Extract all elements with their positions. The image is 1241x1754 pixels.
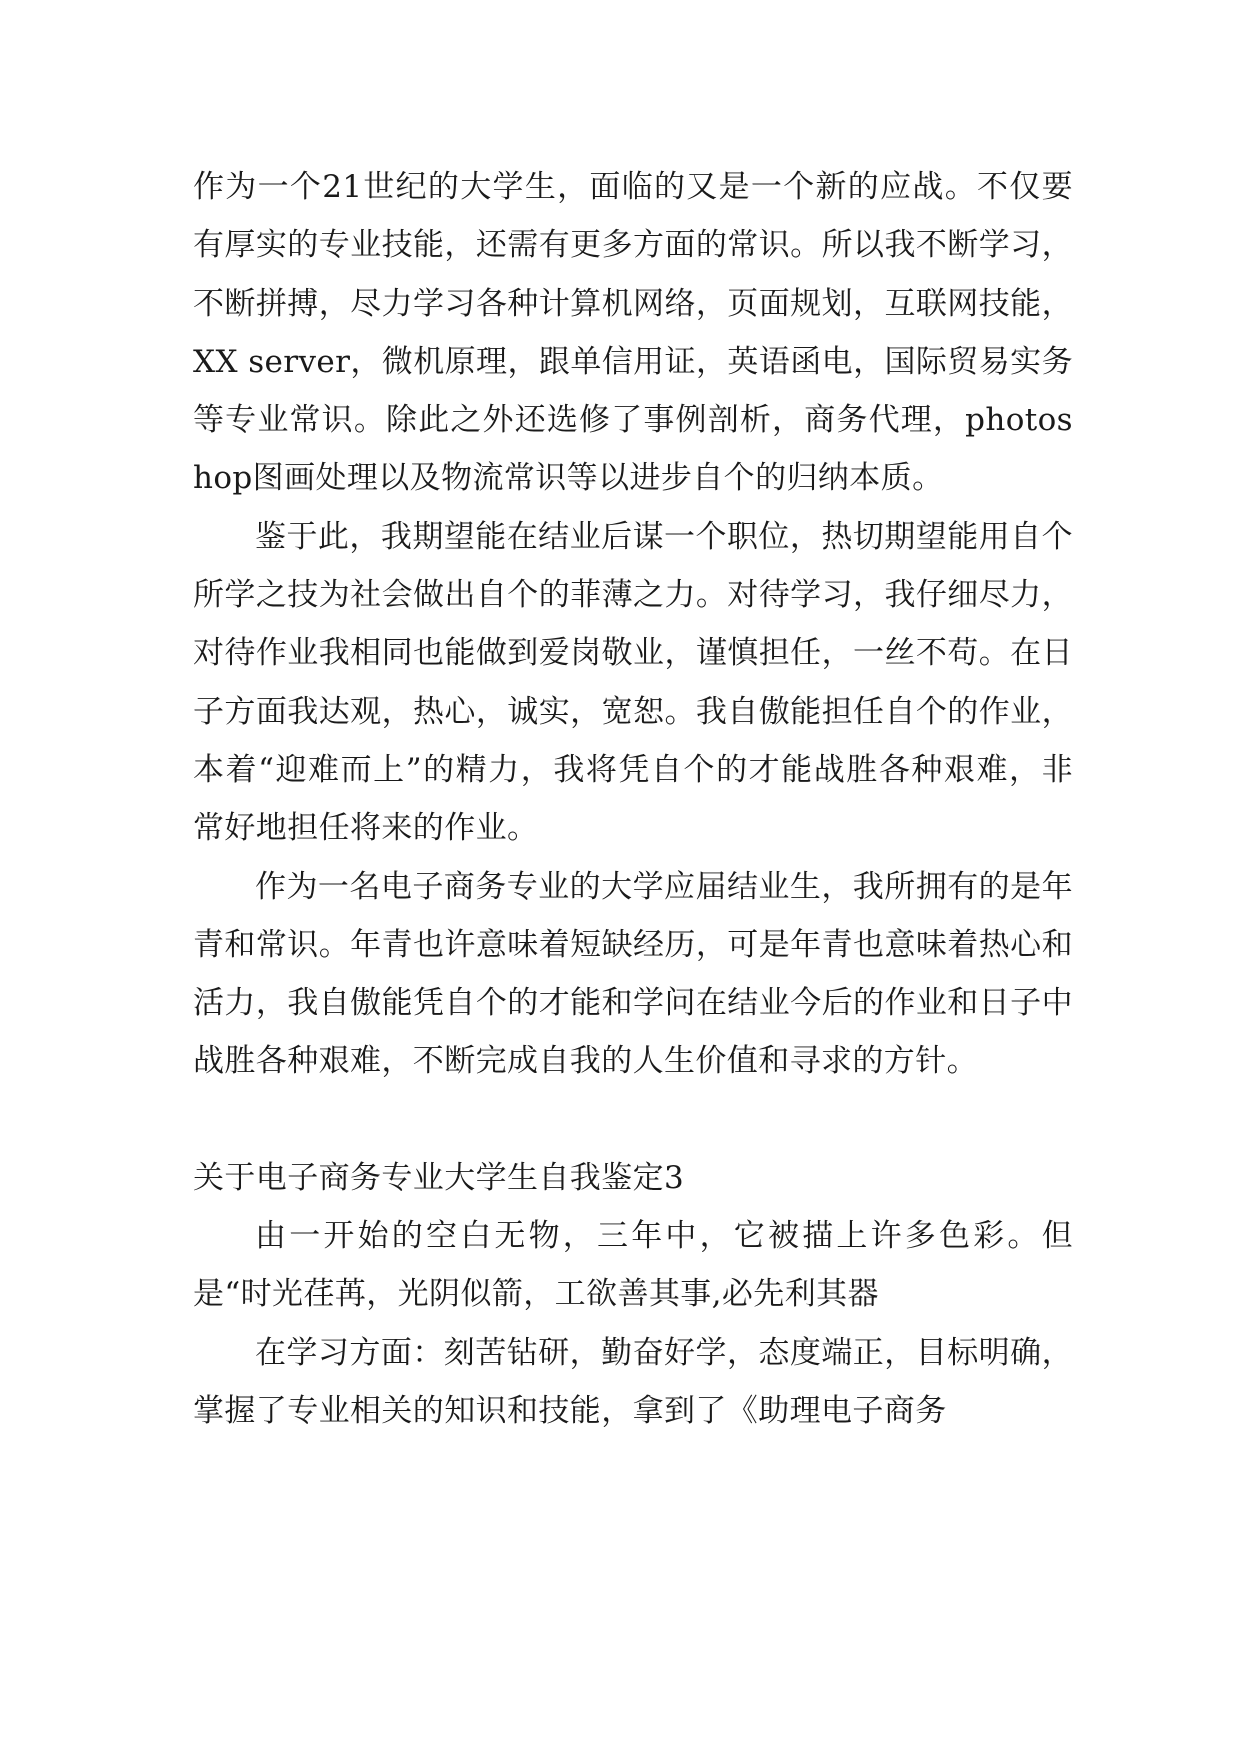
section-gap: [193, 1091, 1073, 1149]
paragraph-career-aspiration: 鉴于此，我期望能在结业后谋一个职位，热切期望能用自个所学之技为社会做出自个的菲薄之力。对待学习，我仔细尽力，对待作业我相同也能做到爱岗敬业，谨慎担任，一丝不苟。在日子方面我达观，热心，诚实，宽恕。我自傲能担任自个的作业，本着“迎难而上”的精力，我将凭自个的才能战胜各种艰难，非常好地担任将来的作业。: [193, 518, 1073, 847]
paragraph-study-aspect: 在学习方面：刻苦钻研，勤奋好学，态度端正，目标明确，掌握了专业相关的知识和技能，拿到了《助理电子商务: [193, 1334, 1073, 1429]
paragraph-three-years: 由一开始的空白无物，三年中，它被描上许多色彩。但是“时光荏苒，光阴似箭，工欲善其事,必先利其器: [193, 1218, 1073, 1313]
document-page: [193, 158, 1073, 1440]
paragraph-youth-and-knowledge: 作为一名电子商务专业的大学应届结业生，我所拥有的是年青和常识。年青也许意味着短缺经历，可是年青也意味着热心和活力，我自傲能凭自个的才能和学问在结业今后的作业和日子中战胜各种艰难，不断完成自我的人生价值和寻求的方针。: [193, 868, 1073, 1080]
paragraph-computer-skills: 作为一个21世纪的大学生，面临的又是一个新的应战。不仅要有厚实的专业技能，还需有更多方面的常识。所以我不断学习，不断拼搏，尽力学习各种计算机网络，页面规划，互联网技能，XX server，微机原理，跟单信用证，英语函电，国际贸易实务等专业常识。除此之外还选修了事例剖析，商务代理，photoshop图画处理以及物流常识等以进步自个的归纳本质。: [193, 169, 1073, 497]
section-heading: 关于电子商务专业大学生自我鉴定3: [193, 1159, 685, 1196]
